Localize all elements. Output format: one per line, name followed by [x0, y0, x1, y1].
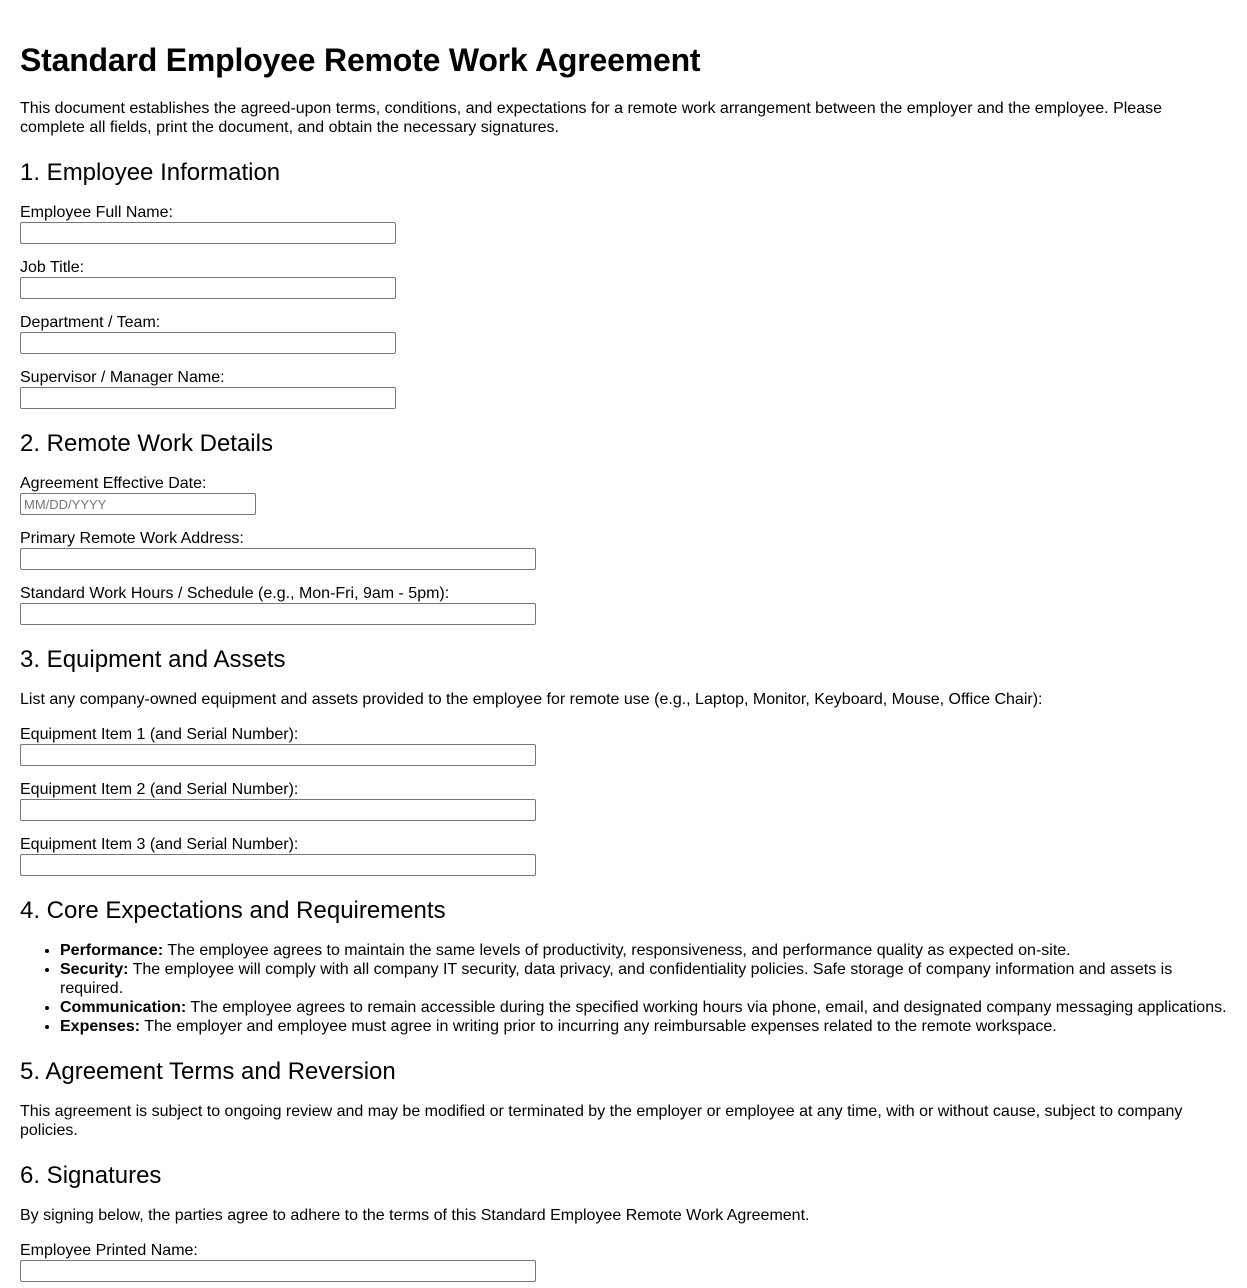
- agreement-effective-date-input[interactable]: [20, 493, 256, 515]
- job-title-label: Job Title:: [20, 259, 85, 276]
- expectation-text-security: The employee will comply with all company IT security, data privacy, and confidentiality policies. Safe storage of company information and assets is required.: [60, 961, 1173, 997]
- employee-printed-name-label: Employee Printed Name:: [20, 1242, 198, 1259]
- section-heading-core-expectations: 4. Core Expectations and Requirements: [20, 897, 446, 924]
- expectation-term-security: Security:: [60, 961, 129, 978]
- employee-printed-name-input[interactable]: [20, 1260, 536, 1282]
- expectation-text-performance: The employee agrees to maintain the same levels of productivity, responsiveness, and performance quality as expected on-site.: [163, 942, 1071, 959]
- list-item: [60, 998, 1230, 1017]
- employee-full-name-label: Employee Full Name:: [20, 204, 173, 221]
- department-team-label: Department / Team:: [20, 314, 161, 331]
- document-title: Standard Employee Remote Work Agreement: [20, 42, 701, 78]
- expectation-text-communication: The employee agrees to remain accessible during the specified working hours via phone, email, and designated company messaging applications.: [186, 999, 1227, 1016]
- section-heading-equipment-and-assets: 3. Equipment and Assets: [20, 646, 286, 673]
- section-heading-employee-information: 1. Employee Information: [20, 159, 281, 186]
- section-heading-remote-work-details: 2. Remote Work Details: [20, 430, 273, 457]
- supervisor-manager-name-field: [20, 368, 1227, 409]
- list-item: [60, 1017, 1230, 1036]
- equipment-item-1-label: Equipment Item 1 (and Serial Number):: [20, 726, 299, 743]
- department-team-input[interactable]: [20, 332, 396, 354]
- equipment-description: List any company-owned equipment and assets provided to the employee for remote use (e.g., Laptop, Monitor, Keyboard, Mouse, Office Chair):: [20, 691, 1043, 708]
- document-intro: This document establishes the agreed-upon terms, conditions, and expectations for a remote work arrangement between the employer and the employee. Please complete all fields, print the document, and obtain the necessary signatures.: [20, 100, 1162, 136]
- agreement-effective-date-label: Agreement Effective Date:: [20, 475, 207, 492]
- job-title-input[interactable]: [20, 277, 396, 299]
- expectation-term-performance: Performance:: [60, 942, 164, 959]
- primary-remote-work-address-label: Primary Remote Work Address:: [20, 530, 244, 547]
- standard-work-hours-label: Standard Work Hours / Schedule (e.g., Mon-Fri, 9am - 5pm):: [20, 585, 450, 602]
- equipment-item-1-input[interactable]: [20, 744, 536, 766]
- equipment-item-2-input[interactable]: [20, 799, 536, 821]
- equipment-item-3-label: Equipment Item 3 (and Serial Number):: [20, 836, 299, 853]
- primary-remote-work-address-field: [20, 529, 1227, 570]
- supervisor-manager-name-input[interactable]: [20, 387, 396, 409]
- signatures-intro: By signing below, the parties agree to adhere to the terms of this Standard Employee Remote Work Agreement.: [20, 1207, 810, 1224]
- expectation-text-expenses: The employer and employee must agree in writing prior to incurring any reimbursable expenses related to the remote workspace.: [140, 1018, 1057, 1035]
- equipment-item-3-field: [20, 835, 1227, 876]
- employee-full-name-input[interactable]: [20, 222, 396, 244]
- equipment-fields: [20, 725, 1227, 876]
- employee-printed-name-field: [20, 1241, 1227, 1282]
- expectations-list: [20, 941, 1230, 1036]
- list-item: [60, 960, 1230, 998]
- equipment-item-2-label: Equipment Item 2 (and Serial Number):: [20, 781, 299, 798]
- equipment-item-2-field: [20, 780, 1227, 821]
- remote-work-details-fields: [20, 474, 1227, 625]
- equipment-item-1-field: [20, 725, 1227, 766]
- job-title-field: [20, 258, 1227, 299]
- agreement-terms-text: This agreement is subject to ongoing review and may be modified or terminated by the employer or employee at any time, with or without cause, subject to company policies.: [20, 1103, 1183, 1139]
- employee-information-fields: [20, 203, 1227, 409]
- section-heading-signatures: 6. Signatures: [20, 1162, 162, 1189]
- standard-work-hours-input[interactable]: [20, 603, 536, 625]
- expectation-term-communication: Communication:: [60, 999, 187, 1016]
- standard-work-hours-field: [20, 584, 1227, 625]
- equipment-item-3-input[interactable]: [20, 854, 536, 876]
- primary-remote-work-address-input[interactable]: [20, 548, 536, 570]
- employee-full-name-field: [20, 203, 1227, 244]
- agreement-effective-date-field: [20, 474, 1227, 515]
- list-item: [60, 941, 1230, 960]
- department-team-field: [20, 313, 1227, 354]
- supervisor-manager-name-label: Supervisor / Manager Name:: [20, 369, 225, 386]
- expectation-term-expenses: Expenses:: [60, 1018, 141, 1035]
- section-heading-agreement-terms: 5. Agreement Terms and Reversion: [20, 1058, 396, 1085]
